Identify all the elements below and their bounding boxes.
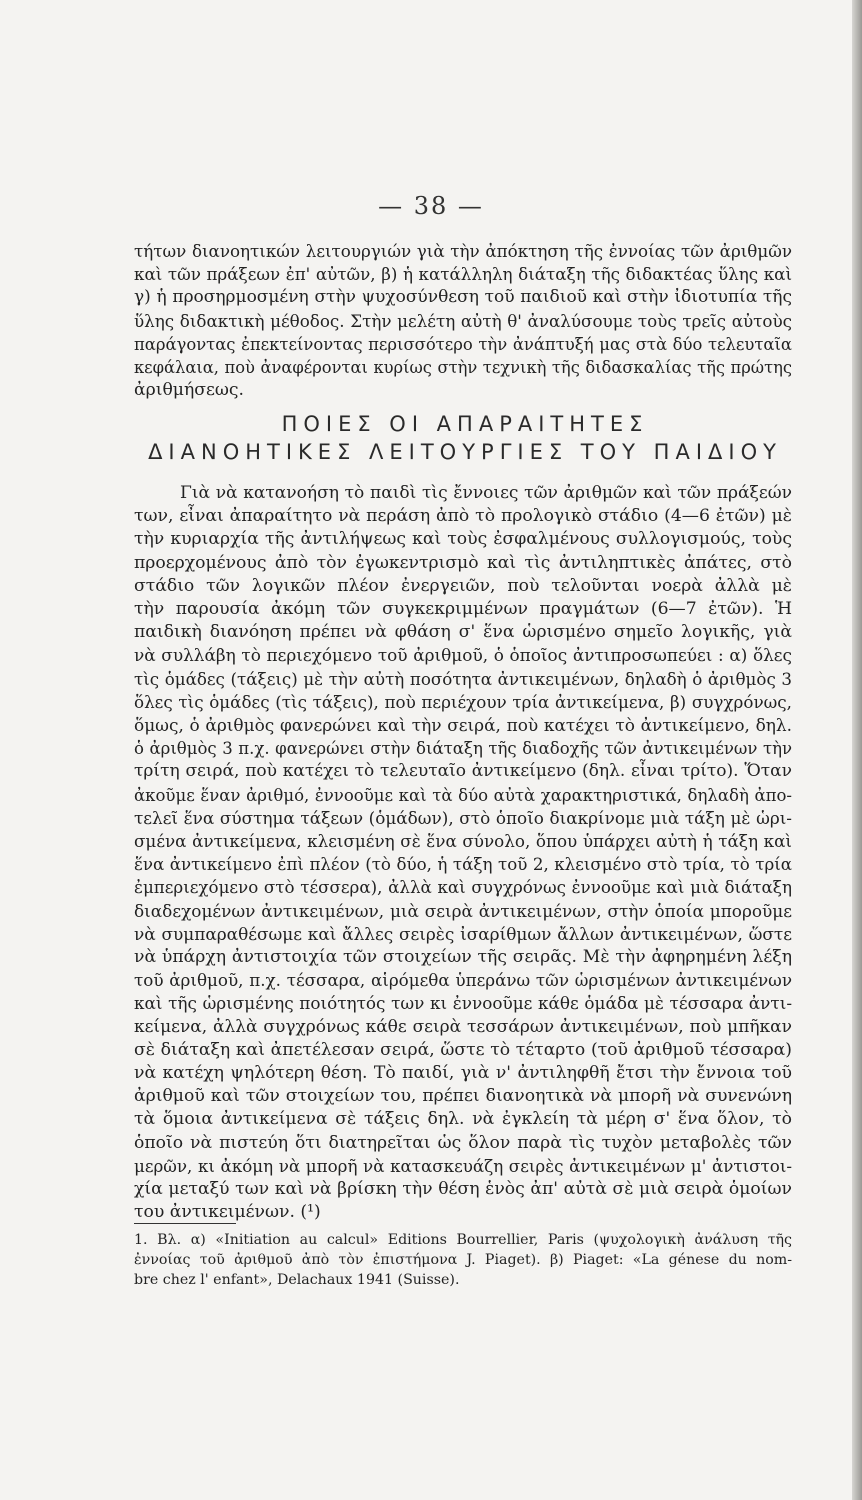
text-line: ὅμως, ὁ ἀριθμὸς φανερώνει καὶ τὴν σειρά, ποὺ κατέχει τὸ ἀντικείμενο, δηλ. — [134, 715, 792, 736]
intro-paragraph — [134, 240, 792, 402]
text-line: καὶ τῆς ὡρισμένης ποιότητός των κι ἐννοοῦμε κάθε ὁμάδα μὲ τέσσαρα ἀντι- — [134, 993, 792, 1014]
text-line: ἀριθμήσεως. — [134, 380, 245, 401]
body-paragraph — [134, 482, 792, 1225]
text-line: ὁ ἀριθμὸς 3 π.χ. φανερώνει στὴν διάταξη τῆς διαδοχῆς τῶν ἀντικειμένων τὴν — [134, 739, 792, 759]
text-line: νὰ συμπαραθέσωμε καὶ ἄλλες σειρὲς ἰσαρίθμων ἄλλων ἀντικειμένων, ὥστε — [134, 923, 792, 944]
text-line: ἕνα ἀντικείμενο ἐπὶ πλέον (τὸ δύο, ἡ τάξη τοῦ 2, κλεισμένο στὸ τρία, τὸ τρία — [134, 855, 792, 875]
text-line: διαδεχομένων ἀντικειμένων, μιὰ σειρὰ ἀντικειμένων, στὴν ὁποία μποροῦμε — [134, 900, 792, 921]
text-line: χία μεταξύ των καὶ νὰ βρίσκη τὴν θέση ἑνὸς ἀπ' αὐτὰ σὲ μιὰ σειρὰ ὁμοίων — [134, 1179, 792, 1200]
page-number: — 38 — — [378, 192, 484, 220]
section-heading-line2: ΔΙΑΝΟΗΤΙΚΕΣ ΛΕΙΤΟΥΡΓΙΕΣ ΤΟΥ ΠΑΙΔΙΟΥ — [148, 440, 782, 464]
text-line: τὰ ὅμοια ἀντικείμενα σὲ τάξεις δηλ. νὰ ἐγκλείη τὰ μέρη σ' ἕνα ὅλον, τὸ — [134, 1109, 792, 1130]
text-line: νὰ συλλάβη τὸ περιεχόμενο τοῦ ἀριθμοῦ, ὁ ὁποῖος ἀντιπροσωπεύει : α) ὅλες — [134, 645, 792, 666]
text-line: τὴν κυριαρχία τῆς ἀντιλήψεως καὶ τοὺς ἐσφαλμένους συλλογισμούς, τοὺς — [134, 529, 792, 550]
book-spine-edge — [852, 0, 862, 1500]
text-line: στάδιο τῶν λογικῶν πλέον ἐνεργειῶν, ποὺ τελοῦνται νοερὰ ἀλλὰ μὲ — [134, 575, 792, 596]
text-line: νὰ ὑπάρχη ἀντιστοιχία τῶν στοιχείων τῆς σειρᾶς. Μὲ τὴν ἀφηρημένη λέξη — [134, 947, 792, 968]
text-line: τελεῖ ἕνα σύστημα τάξεων (ὁμάδων), στὸ ὁποῖο διακρίνομε μιὰ τάξη μὲ ὡρι- — [134, 807, 792, 828]
text-line: ἀκοῦμε ἕναν ἀριθμό, ἐννοοῦμε καὶ τὰ δύο αὐτὰ χαρακτηριστικά, δηλαδὴ ἀπο- — [134, 785, 792, 805]
text-line: προερχομένους ἀπὸ τὸν ἐγωκεντρισμὸ καὶ τὶς ἀντιληπτικὲς ἀπάτες, στὸ — [134, 552, 792, 573]
section-heading-line1: ΠΟΙΕΣ ΟΙ ΑΠΑΡΑΙΤΗΤΕΣ — [281, 412, 649, 436]
text-line: μερῶν, κι ἀκόμη νὰ μπορῆ νὰ κατασκευάζη σειρὲς ἀντικειμένων μ' ἀντιστοι- — [134, 1156, 792, 1176]
text-line: τὶς ὁμάδες (τάξεις) μὲ τὴν αὐτὴ ποσότητα ἀντικειμένων, δηλαδὴ ὁ ἀριθμὸς 3 — [134, 669, 792, 689]
text-line: κεφάλαια, ποὺ ἀναφέρονται κυρίως στὴν τεχνικὴ τῆς διδασκαλίας τῆς πρώτης — [134, 358, 792, 378]
text-line: του ἀντικειμένων. (¹) — [134, 1202, 321, 1223]
text-line: ὕλης διδακτικὴ μέθοδος. Στὴν μελέτη αὐτὴ θ' ἀναλύσουμε τοὺς τρεῖς αὐτοὺς — [134, 310, 792, 331]
text-line: τοῦ ἀριθμοῦ, π.χ. τέσσαρα, αἱρόμεθα ὑπεράνω τῶν ὡρισμένων ἀντικειμένων — [134, 970, 792, 991]
text-line: ὅλες τὶς ὁμάδες (τὶς τάξεις), ποὺ περιέχουν τρία ἀντικείμενα, β) συγχρόνως, — [134, 691, 792, 712]
footnote-line: 1. Βλ. α) «Initiation au calcul» Editions Bourrellier, Paris (ψυχολογικὴ ἀνάλυση τῆς — [134, 1232, 792, 1248]
text-line: ὁποῖο νὰ πιστεύη ὅτι διατηρεῖται ὡς ὅλον παρὰ τὶς τυχὸν μεταβολὲς τῶν — [134, 1132, 792, 1153]
text-line: τήτων διανοητικών λειτουργιών γιὰ τὴν ἀπόκτηση τῆς ἐννοίας τῶν ἀριθμῶν — [134, 241, 792, 261]
text-line: κείμενα, ἀλλὰ συγχρόνως κάθε σειρὰ τεσσάρων ἀντικειμένων, ποὺ μπῆκαν — [134, 1016, 792, 1037]
footnote-line: ἐννοίας τοῦ ἀριθμοῦ ἀπὸ τὸν ἐπιστήμονα J. Piaget). β) Piaget: «La génese du nom- — [134, 1252, 792, 1268]
text-line: γ) ἡ προσηρμοσμένη στὴν ψυχοσύνθεση τοῦ παιδιοῦ καὶ στὴν ἰδιοτυπία τῆς — [134, 287, 792, 308]
footnote-divider — [134, 1223, 236, 1224]
text-line: ἐμπεριεχόμενο στὸ τέσσερα), ἀλλὰ καὶ συγχρόνως ἐννοοῦμε καὶ μιὰ διάταξη — [134, 878, 792, 898]
footnote — [134, 1230, 792, 1290]
text-line: Γιὰ νὰ κατανοήση τὸ παιδὶ τὶς ἔννοιες τῶν ἀριθμῶν καὶ τῶν πράξεών — [180, 483, 792, 503]
text-line: σμένα ἀντικείμενα, κλεισμένη σὲ ἕνα σύνολο, ὅπου ὑπάρχει αὐτὴ ἡ τάξη καὶ — [134, 831, 792, 852]
text-line: παράγοντας ἐπεκτείνοντας περισσότερο τὴν ἀνάπτυξή μας στὰ δύο τελευταῖα — [134, 334, 792, 354]
text-line: τὴν παρουσία ἀκόμη τῶν συγκεκριμμένων πραγμάτων (6—7 ἐτῶν). Ἡ — [134, 599, 792, 620]
text-line: σὲ διάταξη καὶ ἀπετέλεσαν σειρά, ὥστε τὸ τέταρτο (τοῦ ἀριθμοῦ τέσσαρα) — [134, 1039, 792, 1060]
text-line: καὶ τῶν πράξεων ἐπ' αὐτῶν, β) ἡ κατάλληλη διάταξη τῆς διδακτέας ὕλης καὶ — [134, 264, 792, 285]
text-line: νὰ κατέχη ψηλότερη θέση. Τὸ παιδί, γιὰ ν' ἀντιληφθῆ ἔτσι τὴν ἔννοια τοῦ — [134, 1063, 792, 1084]
text-line: των, εἶναι ἀπαραίτητο νὰ περάση ἀπὸ τὸ προλογικὸ στάδιο (4—6 ἐτῶν) μὲ — [134, 506, 792, 527]
footnote-line: bre chez l' enfant», Delachaux 1941 (Suisse). — [134, 1272, 460, 1288]
text-line: παιδικὴ διανόηση πρέπει νὰ φθάση σ' ἕνα ὡρισμένο σημεῖο λογικῆς, γιὰ — [134, 622, 792, 643]
text-line: τρίτη σειρά, ποὺ κατέχει τὸ τελευταῖο ἀντικείμενο (δηλ. εἶναι τρίτο). Ὅταν — [134, 761, 792, 782]
text-line: ἀριθμοῦ καὶ τῶν στοιχείων του, πρέπει διανοητικὰ νὰ μπορῆ νὰ συνενώνη — [134, 1086, 792, 1107]
